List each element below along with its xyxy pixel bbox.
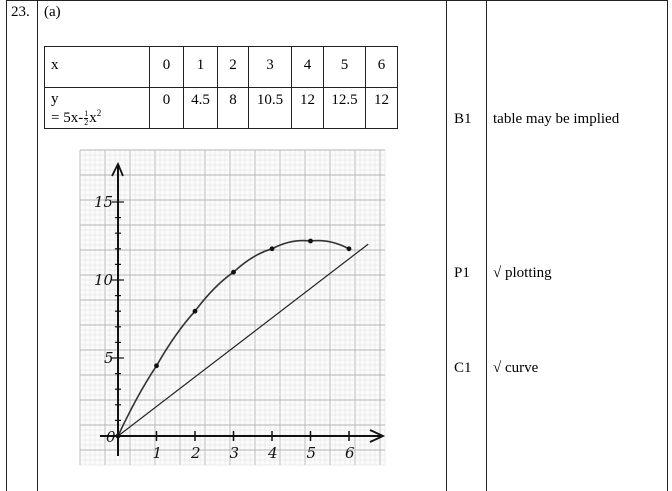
x-value: 3 (249, 47, 292, 88)
question-number: 23. (11, 4, 30, 20)
data-point (116, 434, 121, 439)
x-value: 2 (218, 47, 249, 88)
x-value: 4 (292, 47, 324, 88)
data-point (347, 246, 352, 251)
origin-label: 0 (106, 428, 116, 446)
x-axis-label: 6 (345, 444, 355, 462)
y-axis-label: 5 (104, 349, 114, 367)
table-row-y (45, 88, 398, 129)
x-value: 5 (324, 47, 366, 88)
y-label-prefix: = 5x- (51, 110, 84, 126)
y-label-suffix: x (89, 110, 97, 126)
y-value: 4.5 (184, 88, 218, 129)
value-table (44, 46, 398, 129)
y-value: 8 (218, 88, 249, 129)
hand-drawn-graph (60, 140, 400, 470)
y-label-exponent: 2 (96, 108, 102, 118)
y-value: 10.5 (249, 88, 292, 129)
column-divider-mark (486, 0, 487, 491)
data-point (193, 309, 198, 314)
mark-comment: table may be implied (493, 111, 620, 127)
fraction-numerator: 1 (84, 109, 89, 119)
x-axis-label: 4 (268, 444, 278, 462)
y-value: 12 (366, 88, 398, 129)
y-axis-label: 15 (94, 193, 114, 211)
mark-code: P1 (454, 265, 470, 281)
x-value: 1 (184, 47, 218, 88)
y-value: 0 (150, 88, 184, 129)
x-axis-label: 2 (191, 444, 201, 462)
x-label: x (45, 47, 150, 88)
y-label (45, 88, 150, 129)
data-point (231, 270, 236, 275)
table-row-x (45, 47, 398, 88)
fraction-denominator: 2 (84, 118, 89, 128)
x-value: 6 (366, 47, 398, 88)
mark-code: C1 (454, 360, 472, 376)
x-axis-label: 3 (229, 444, 240, 462)
question-part: (a) (44, 4, 61, 20)
graph-paper-grid (80, 150, 385, 465)
x-axis-label: 1 (152, 444, 163, 462)
x-value: 0 (150, 47, 184, 88)
mark-comment: √ plotting (493, 265, 552, 281)
data-point (270, 246, 275, 251)
data-point (308, 239, 313, 244)
y-value: 12.5 (324, 88, 366, 129)
column-divider-qnum (37, 0, 38, 491)
y-value: 12 (292, 88, 324, 129)
data-point (154, 363, 159, 368)
y-label-fraction (84, 110, 88, 127)
mark-comment: √ curve (493, 360, 539, 376)
mark-code: B1 (454, 111, 472, 127)
y-axis-label: 10 (94, 271, 114, 289)
column-divider-work (446, 0, 447, 491)
graph-paper (80, 150, 385, 465)
x-axis-label: 5 (306, 444, 317, 462)
y-label-line1: y (51, 91, 59, 107)
